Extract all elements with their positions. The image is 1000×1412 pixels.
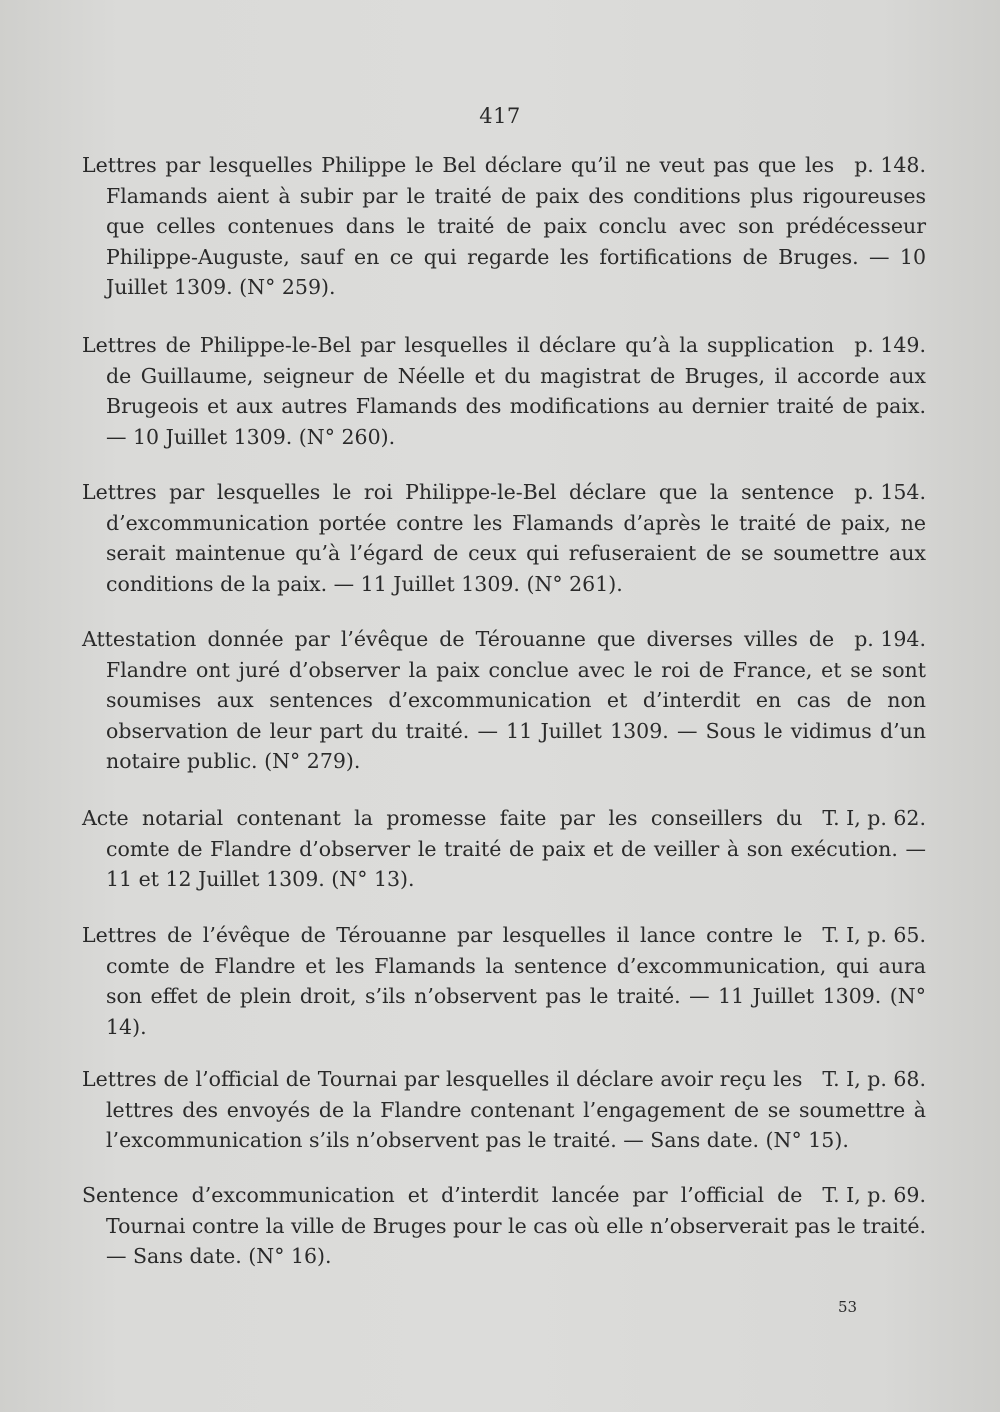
entry-5 (82, 803, 926, 895)
entry-6-page-ref: T. I, p. 65. (822, 923, 926, 947)
entry-2 (82, 330, 926, 452)
entry-2-text: Lettres de Philippe-le-Bel par lesquelles il déclare qu’à la supplication de Guillaume, seigneur de Néelle et du magistrat de Bruges, il accorde aux Brugeois et aux autres Flamands des modifications au dernier traité de paix. — 10 Juillet 1309. (N° 260). (82, 333, 926, 449)
entry-2-page-ref: p. 149. (854, 333, 926, 357)
entry-4 (82, 624, 926, 777)
entry-4-text: Attestation donnée par l’évêque de Térouanne que diverses villes de Flandre ont juré d’observer la paix conclue avec le roi de France, et se sont soumises aux sentences d’excommunication et d’interdit en cas de non observation de leur part du traité. — 11 Juillet 1309. — Sous le vidimus d’un notaire public. (N° 279). (82, 627, 926, 773)
entry-3 (82, 477, 926, 599)
entry-1-page-ref: p. 148. (854, 153, 926, 177)
entry-5-page-ref: T. I, p. 62. (822, 806, 926, 830)
entry-7-text: Lettres de l’official de Tournai par lesquelles il déclare avoir reçu les lettres des envoyés de la Flandre contenant l’engagement de se soumettre à l’excommunication s’ils n’observent pas le traité. — Sans date. (N° 15). (82, 1067, 926, 1152)
entry-5-text: Acte notarial contenant la promesse faite par les conseillers du comte de Flandre d’observer le traité de paix et de veiller à son exécution. — 11 et 12 Juillet 1309. (N° 13). (82, 806, 926, 891)
entry-3-page-ref: p. 154. (854, 480, 926, 504)
entry-1 (82, 150, 926, 303)
folio-signature: 53 (838, 1298, 858, 1316)
entry-6-text: Lettres de l’évêque de Térouanne par lesquelles il lance contre le comte de Flandre et les Flamands la sentence d’excommunication, qui aura son effet de plein droit, s’ils n’observent pas le traité. — 11 Juillet 1309. (N° 14). (82, 923, 926, 1039)
entry-7-page-ref: T. I, p. 68. (822, 1067, 926, 1091)
entry-4-page-ref: p. 194. (854, 627, 926, 651)
entry-8 (82, 1180, 926, 1272)
entry-1-text: Lettres par lesquelles Philippe le Bel déclare qu’il ne veut pas que les Flamands aient à subir par le traité de paix des conditions plus rigoureuses que celles contenues dans le traité de paix conclu avec son prédécesseur Philippe-Auguste, sauf en ce qui regarde les fortifications de Bruges. — 10 Juillet 1309. (N° 259). (82, 153, 926, 299)
entry-3-text: Lettres par lesquelles le roi Philippe-le-Bel déclare que la sentence d’excommunication portée contre les Flamands d’après le traité de paix, ne serait maintenue qu’à l’égard de ceux qui refuseraient de se soumettre aux conditions de la paix. — 11 Juillet 1309. (N° 261). (82, 480, 926, 596)
entry-8-text: Sentence d’excommunication et d’interdit lancée par l’official de Tournai contre la ville de Bruges pour le cas où elle n’observerait pas le traité. — Sans date. (N° 16). (82, 1183, 926, 1268)
entry-6 (82, 920, 926, 1042)
page-number: 417 (479, 104, 521, 128)
entry-8-page-ref: T. I, p. 69. (822, 1183, 926, 1207)
entry-7 (82, 1064, 926, 1156)
